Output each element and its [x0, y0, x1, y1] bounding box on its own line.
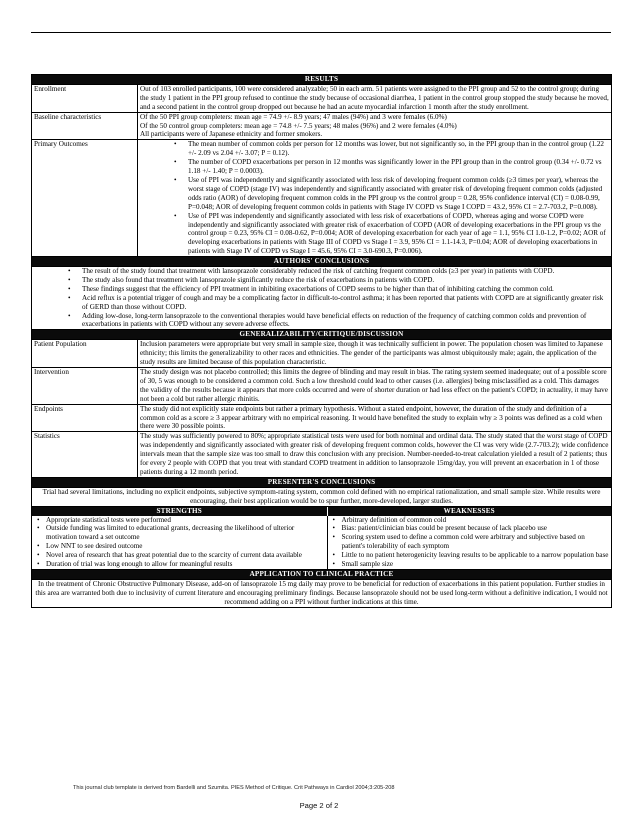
patient-population-text: Inclusion parameters were appropriate but very small in sample size, though it was technically sufficient in power. The population chosen was limited to Japanese ethnicity; this limits the generalizability to other races and ethnicities. The gender of the participants was almost ubiquitously male; again, the application of the study results are limited because of this population characteristic. — [138, 340, 612, 368]
list-item: • Bias: patient/clinician bias could be present because of lack placebo use — [330, 524, 610, 533]
list-item: • Use of PPI was independently and significantly associated with less risk of developing frequent common colds (≥3 times per year), whereas the worst stage of COPD (stage IV) was independently and significantly associated with greater risk of developing frequent common colds (adjusted odds ratio (AOR) of developing frequent common colds in the PPI group vs the control group = 0.28, 95% confidence interval (CI) = 0.08-0.99, P=0.048; AOR of developing frequent common colds in patients with Stage IV COPD vs Stage I COPD = 43.2, 95% CI = 2.7-703.2, P=0.008). — [140, 176, 609, 212]
application-row — [32, 579, 612, 607]
weaknesses-header: WEAKNESSES — [327, 507, 611, 516]
list-item: • The number of COPD exacerbations per person in 12 months was significantly lower in the PPI group than in the control group (0.34 +/- 0.72 vs 1.18 +/- 1.40; P = 0.0003). — [140, 158, 609, 176]
list-item: • Use of PPI was independently and significantly associated with less risk of exacerbations of COPD, whereas aging and worse COPD were independently and significantly associated with greater risk of exacerbation of COPD (AOR of developing exacerbations in the PPI group vs the control group = 0.23, 95% CI = 0.08-0.62, P=0.004; AOR of developing exacerbation for each year of age = 1.1, 95% CI 1.0-1.2, P=0.02; AOR of developing exacerbations in patients with Stage III of COPD vs Stage I = 3.9, 95% CI = 1.1-14.3, P=0.04; AOR of developing exacerbations in patients with Stage IV of COPD vs Stage I = 45.6, 95% CI = 3.0-690.3, P=0.006). — [140, 212, 609, 257]
application-text: In the treatment of Chronic Obstructive Pulmonary Disease, add-on of lansoprazole 15 mg daily may prove to be beneficial for reduction of exacerbations in this patient population. Further studies in this area are warranted both due to inclusivity of current literature and encouraging preliminary findings. Because lansoprazole should not be used long-term without a definitive indication, I would not recommend adding on a PPI without further indications at this time. — [32, 579, 612, 607]
primary-outcomes-label: Primary Outcomes — [32, 140, 138, 257]
strengths-weaknesses-row — [32, 506, 612, 569]
list-item: • Appropriate statistical tests were performed — [34, 516, 325, 525]
statistics-row — [32, 432, 612, 478]
endpoints-row — [32, 404, 612, 432]
generalizability-header-row — [32, 330, 612, 340]
page-number: Page 2 of 2 — [299, 801, 339, 810]
list-item: • Acid reflux is a potential trigger of cough and may be a complicating factor in difficult-to-control asthma; it has been reported that patients with COPD are at significantly greater risk of GERD than those without COPD. — [34, 294, 609, 312]
primary-outcomes-list — [140, 140, 609, 256]
presenters-conclusions-header-row — [32, 477, 612, 487]
list-item: • Scoring system used to define a common cold were arbitrary and subjective based on patient's tolerability of each symptom — [330, 533, 610, 551]
list-item: • These findings suggest that the efficiency of PPI treatment in inhibiting exacerbations of COPD seems to be higher than that of inhibiting catching the common cold. — [34, 285, 609, 294]
list-item: • Outside funding was limited to educational grants, decreasing the likelihood of ulterior motivation toward a set outcome — [34, 524, 325, 542]
list-item: • Low NNT to see desired outcome — [34, 542, 325, 551]
intervention-label: Intervention — [32, 368, 138, 405]
weaknesses-list — [330, 516, 610, 569]
baseline-line: All participants were of Japanese ethnicity and former smokers. — [140, 130, 323, 139]
authors-conclusions-header: AUTHORS' CONCLUSIONS — [32, 257, 612, 267]
document-page — [31, 32, 611, 608]
presenters-conclusions-row — [32, 487, 612, 506]
endpoints-text: The study did not explicitly state endpoints but rather a primary hypothesis. Without a stated endpoint, however, the duration of the study and definition of a common cold as a score ≥ 3 appear arbitrary with no empirical reasoning. It would have benefited the study to explain why ≥ 3 points was defined as a cold when there were 30 possible points. — [138, 404, 612, 432]
baseline-line: Of the 50 control group completers: mean age = 74.8 +/- 7.5 years; 48 males (96%) and 2 were females (4.0%) — [140, 121, 457, 130]
journal-club-table — [31, 74, 612, 608]
statistics-text: The study was sufficiently powered to 80%; appropriate statistical tests were used for both nominal and ordinal data. The study stated that the worst stage of COPD was independently and significantly associated with greater risk of developing frequent common colds, however the CI was very wide (2.7-703.2); wide confidence intervals mean that the sample size was too small to draw this conclusion with any precision. Number-needed-to-treat calculation yielded a result of 2 patients; thus for every 2 people with COPD that you treat with standard COPD treatment in addition to lansoprazole 15mg/day, you will prevent an exacerbation in 1 of those patients during a 12 month period. — [138, 432, 612, 478]
list-item: • The result of the study found that treatment with lansoprazole considerably reduced the risk of catching frequent common colds (≥3 per year) in patients with COPD. — [34, 267, 609, 276]
patient-population-label: Patient Population — [32, 340, 138, 368]
authors-conclusions-list — [34, 267, 609, 329]
list-item: • The mean number of common colds per person for 12 months was lower, but not significantly so, in the PPI group than in the control group (1.22 +/- 2.09 vs 2.04 +/- 3.07; P = 0.12). — [140, 140, 609, 158]
baseline-label: Baseline characteristics — [32, 112, 138, 140]
weaknesses-list-cell — [327, 516, 611, 569]
baseline-row — [32, 112, 612, 140]
baseline-line: Of the 50 PPI group completers: mean age = 74.9 +/- 8.9 years; 47 males (94%) and 3 were females (6.0%) — [140, 112, 447, 121]
list-item: • Arbitrary definition of common cold — [330, 516, 610, 525]
list-item: • Little to no patient heterogenicity leaving results to be applicable to a narrow population base — [330, 551, 610, 560]
strengths-list-cell — [32, 516, 327, 569]
list-item: • Duration of trial was long enough to allow for meaningful results — [34, 560, 325, 569]
generalizability-header: GENERALIZABILITY/CRITIQUE/DISCUSSION — [32, 330, 612, 340]
primary-outcomes-row — [32, 140, 612, 257]
strengths-weaknesses-table — [32, 507, 611, 569]
presenters-conclusions-text: Trial had several limitations, including no explicit endpoints, subjective symptom-rating system, common cold defined with no empirical rationalization, and small sample size. While results were encouraging, their best application would be to spur further, more-developed, larger studies. — [32, 487, 612, 506]
enrollment-row — [32, 84, 612, 112]
enrollment-label: Enrollment — [32, 84, 138, 112]
results-header: RESULTS — [32, 75, 612, 85]
authors-conclusions-header-row — [32, 257, 612, 267]
strengths-weaknesses-cell — [32, 506, 612, 569]
list-item: • Adding low-dose, long-term lansoprazole to the conventional therapies would have beneficial effects on reduction of the frequency of catching common colds and prevention of exacerbations in patients with COPD without any severe adverse effects. — [34, 312, 609, 330]
intervention-text: The study design was not placebo controlled; this limits the degree of blinding and may result in bias. The rating system seemed inadequate; out of a possible score of 30, 5 was enough to be considered a common cold. Such a low threshold could lead to other causes (i.e. allergies) being misclassified as a cold. This damages the validity of the results because it appears that more colds occurred and were of shorter duration or had less effect on the patient's COPD; in actuality, it may have not been a cold but rather allergic rhinitis. — [138, 368, 612, 405]
authors-conclusions-cell — [32, 267, 612, 330]
primary-outcomes-list-cell — [138, 140, 612, 257]
patient-population-row — [32, 340, 612, 368]
results-header-row — [32, 75, 612, 85]
application-header-row — [32, 569, 612, 579]
strengths-list — [34, 516, 325, 569]
application-header: APPLICATION TO CLINICAL PRACTICE — [32, 569, 612, 579]
endpoints-label: Endpoints — [32, 404, 138, 432]
template-citation: This journal club template is derived from Bardelli and Szumita. PIES Method of Critique. Crit Pathways in Cardiol 2004;3:205-208 — [73, 785, 395, 791]
intervention-row — [32, 368, 612, 405]
enrollment-text: Out of 103 enrolled participants, 100 were considered analyzable; 50 in each arm. 51 patients were assigned to the PPI group and 52 to the control group; during the study 1 patient in the PPI group refused to continue the study because of occasional diarrhea, 1 patient in the control group stopped the study because he moved, and a second patient in the control group dropped out because he had an acute myocardial infarction 1 month after the study enrollment. — [138, 84, 612, 112]
authors-conclusions-row — [32, 267, 612, 330]
baseline-text — [138, 112, 612, 140]
strengths-header: STRENGTHS — [32, 507, 327, 516]
statistics-label: Statistics — [32, 432, 138, 478]
presenters-conclusions-header: PRESENTER'S CONCLUSIONS — [32, 477, 612, 487]
list-item: • Novel area of research that has great potential due to the scarcity of current data available — [34, 551, 325, 560]
list-item: • Small sample size — [330, 560, 610, 569]
list-item: • The study also found that treatment with lansoprazole significantly reduce the risk of exacerbations in patients with COPD. — [34, 276, 609, 285]
